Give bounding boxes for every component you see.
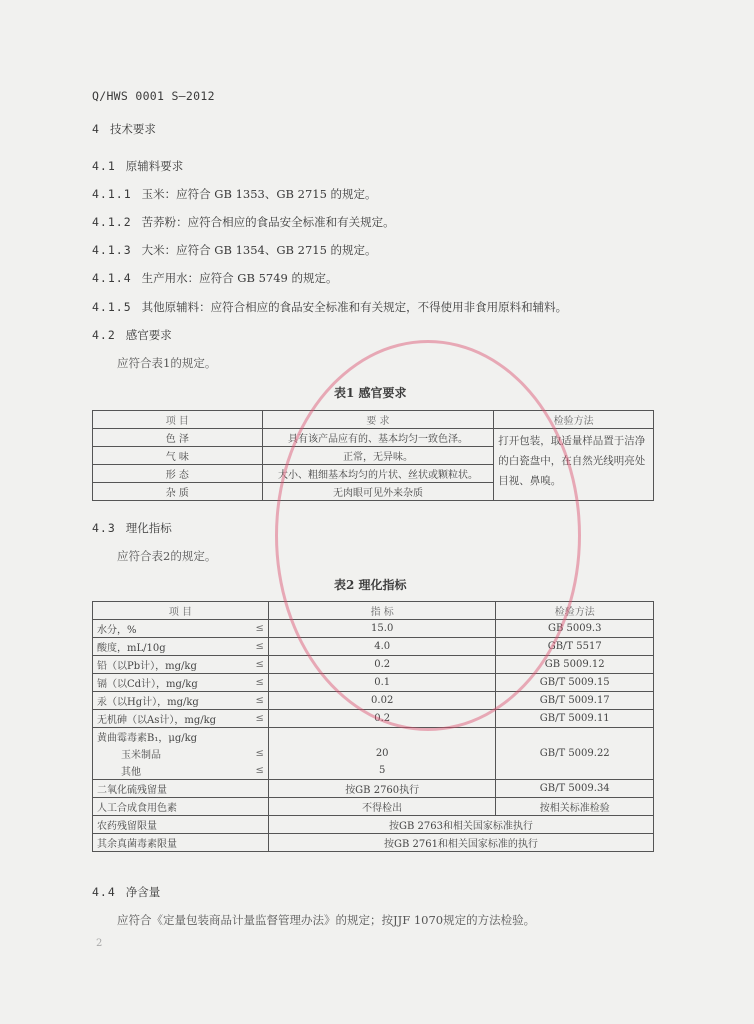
cell-item: 酸度，mL/10g xyxy=(93,638,221,656)
clause-4-1-4 xyxy=(92,270,338,286)
heading-4-4-title: 净含量 xyxy=(125,885,161,899)
cell-item: 农药残留限量 xyxy=(93,816,269,834)
heading-4-title: 技术要求 xyxy=(109,122,156,136)
cell-requirement: 正常，无异味。 xyxy=(262,447,494,465)
column-header: 检验方法 xyxy=(496,602,654,620)
heading-4-1-num: 4.1 xyxy=(92,159,116,173)
cell-sign: ≤ xyxy=(221,745,269,762)
doc-code: Q/HWS 0001 S—2012 xyxy=(92,89,215,103)
cell-value: 5 xyxy=(268,762,496,780)
cell-item: 其余真菌毒素限量 xyxy=(93,834,269,852)
cell-method: GB/T 5009.34 xyxy=(496,780,654,798)
clause-num: 4.1.2 xyxy=(92,215,132,229)
cell-value: 20 xyxy=(268,745,496,762)
cell-method: GB/T 5517 xyxy=(496,638,654,656)
clause-4-1-3 xyxy=(92,242,377,258)
cell-sign: ≤ xyxy=(221,674,269,692)
clause-num: 4.1.3 xyxy=(92,243,132,257)
heading-4 xyxy=(92,121,156,137)
column-header: 项 目 xyxy=(93,411,263,429)
clause-text: 玉米：应符合 GB 1353、GB 2715 的规定。 xyxy=(141,187,377,201)
table-row xyxy=(93,620,654,638)
cell-sign: ≤ xyxy=(221,692,269,710)
heading-4-num: 4 xyxy=(92,122,100,136)
table2-caption: 表2 理化指标 xyxy=(334,578,407,592)
cell-value: 0.2 xyxy=(268,710,496,728)
cell-item: 形 态 xyxy=(93,465,263,483)
column-header: 项 目 xyxy=(93,602,269,620)
page-number: 2 xyxy=(96,938,103,949)
cell-item: 玉米制品 xyxy=(93,745,221,762)
cell-item: 汞（以Hg计），mg/kg xyxy=(93,692,221,710)
clause-text: 其他原辅料：应符合相应的食品安全标准和有关规定，不得使用非食用原料和辅料。 xyxy=(141,300,568,314)
clause-4-1-2 xyxy=(92,214,395,230)
net-content-note: 应符合《定量包装商品计量监督管理办法》的规定；按JJF 1070规定的方法检验。 xyxy=(117,913,536,927)
table-row xyxy=(93,674,654,692)
column-header: 检验方法 xyxy=(494,411,654,429)
heading-4-2-num: 4.2 xyxy=(92,328,116,342)
table2-note: 应符合表2的规定。 xyxy=(117,549,217,563)
cell-item: 无机砷（以As计），mg/kg xyxy=(93,710,221,728)
cell-item: 人工合成食用色素 xyxy=(93,798,269,816)
table-row xyxy=(93,710,654,728)
heading-4-3-num: 4.3 xyxy=(92,521,116,535)
cell-sign: ≤ xyxy=(221,710,269,728)
cell-requirement: 无肉眼可见外来杂质 xyxy=(262,483,494,501)
table1-note: 应符合表1的规定。 xyxy=(117,356,217,370)
cell-value: 4.0 xyxy=(268,638,496,656)
cell-method: GB/T 5009.11 xyxy=(496,710,654,728)
clause-4-1-1 xyxy=(92,186,377,202)
cell-sign: ≤ xyxy=(221,762,269,780)
cell-sign: ≤ xyxy=(221,656,269,674)
cell-item: 杂 质 xyxy=(93,483,263,501)
cell-method: 按相关标准检验 xyxy=(496,798,654,816)
table-row xyxy=(93,798,654,816)
table-row xyxy=(93,692,654,710)
cell-method: GB/T 5009.22 xyxy=(496,728,654,780)
cell-item: 二氧化硫残留量 xyxy=(93,780,269,798)
table-header-row xyxy=(93,602,654,620)
cell-method: GB 5009.3 xyxy=(496,620,654,638)
cell-item: 铅（以Pb计），mg/kg xyxy=(93,656,221,674)
heading-4-1-title: 原辅料要求 xyxy=(125,159,184,173)
cell-requirement: 大小、粗细基本均匀的片状、丝状或颗粒状。 xyxy=(262,465,494,483)
cell-value: 0.02 xyxy=(268,692,496,710)
clause-4-1-5 xyxy=(92,299,567,315)
clause-text: 大米：应符合 GB 1354、GB 2715 的规定。 xyxy=(141,243,377,257)
table1-caption: 表1 感官要求 xyxy=(334,386,407,400)
physicochemical-table xyxy=(92,601,654,852)
sensory-table xyxy=(92,410,654,501)
clause-num: 4.1.4 xyxy=(92,271,132,285)
column-header: 指 标 xyxy=(268,602,496,620)
table-row xyxy=(93,429,654,447)
cell-item: 色 泽 xyxy=(93,429,263,447)
clause-num: 4.1.5 xyxy=(92,300,132,314)
cell-value: 15.0 xyxy=(268,620,496,638)
cell-item: 水分，% xyxy=(93,620,221,638)
cell-sign: ≤ xyxy=(221,620,269,638)
cell-sign: ≤ xyxy=(221,638,269,656)
table-row xyxy=(93,728,654,746)
table-row xyxy=(93,780,654,798)
cell-value: 按GB 2763和相关国家标准执行 xyxy=(268,816,653,834)
cell-value: 按GB 2760执行 xyxy=(268,780,496,798)
table-row xyxy=(93,816,654,834)
cell-method: GB 5009.12 xyxy=(496,656,654,674)
cell-requirement: 具有该产品应有的、基本均匀一致色泽。 xyxy=(262,429,494,447)
cell-value: 不得检出 xyxy=(268,798,496,816)
cell-item: 其他 xyxy=(93,762,221,780)
cell-item: 黄曲霉毒素B₁，μg/kg xyxy=(93,728,269,746)
heading-4-1 xyxy=(92,158,183,174)
clause-text: 苦荞粉：应符合相应的食品安全标准和有关规定。 xyxy=(141,215,395,229)
cell-value: 按GB 2761和相关国家标准的执行 xyxy=(268,834,653,852)
heading-4-4 xyxy=(92,884,160,900)
cell-item: 镉（以Cd计），mg/kg xyxy=(93,674,221,692)
cell-method: GB/T 5009.15 xyxy=(496,674,654,692)
cell-value-empty xyxy=(268,728,496,746)
column-header: 要 求 xyxy=(262,411,494,429)
table-row xyxy=(93,834,654,852)
heading-4-3 xyxy=(92,520,172,536)
heading-4-2 xyxy=(92,327,172,343)
cell-item: 气 味 xyxy=(93,447,263,465)
clause-num: 4.1.1 xyxy=(92,187,132,201)
table-row xyxy=(93,638,654,656)
cell-value: 0.2 xyxy=(268,656,496,674)
heading-4-2-title: 感官要求 xyxy=(125,328,172,342)
clause-text: 生产用水：应符合 GB 5749 的规定。 xyxy=(141,271,338,285)
cell-method: GB/T 5009.17 xyxy=(496,692,654,710)
heading-4-3-title: 理化指标 xyxy=(125,521,172,535)
heading-4-4-num: 4.4 xyxy=(92,885,116,899)
table-row xyxy=(93,656,654,674)
cell-value: 0.1 xyxy=(268,674,496,692)
table-header-row xyxy=(93,411,654,429)
cell-method: 打开包装，取适量样品置于洁净的白瓷盘中，在自然光线明亮处目视、鼻嗅。 xyxy=(494,429,654,501)
